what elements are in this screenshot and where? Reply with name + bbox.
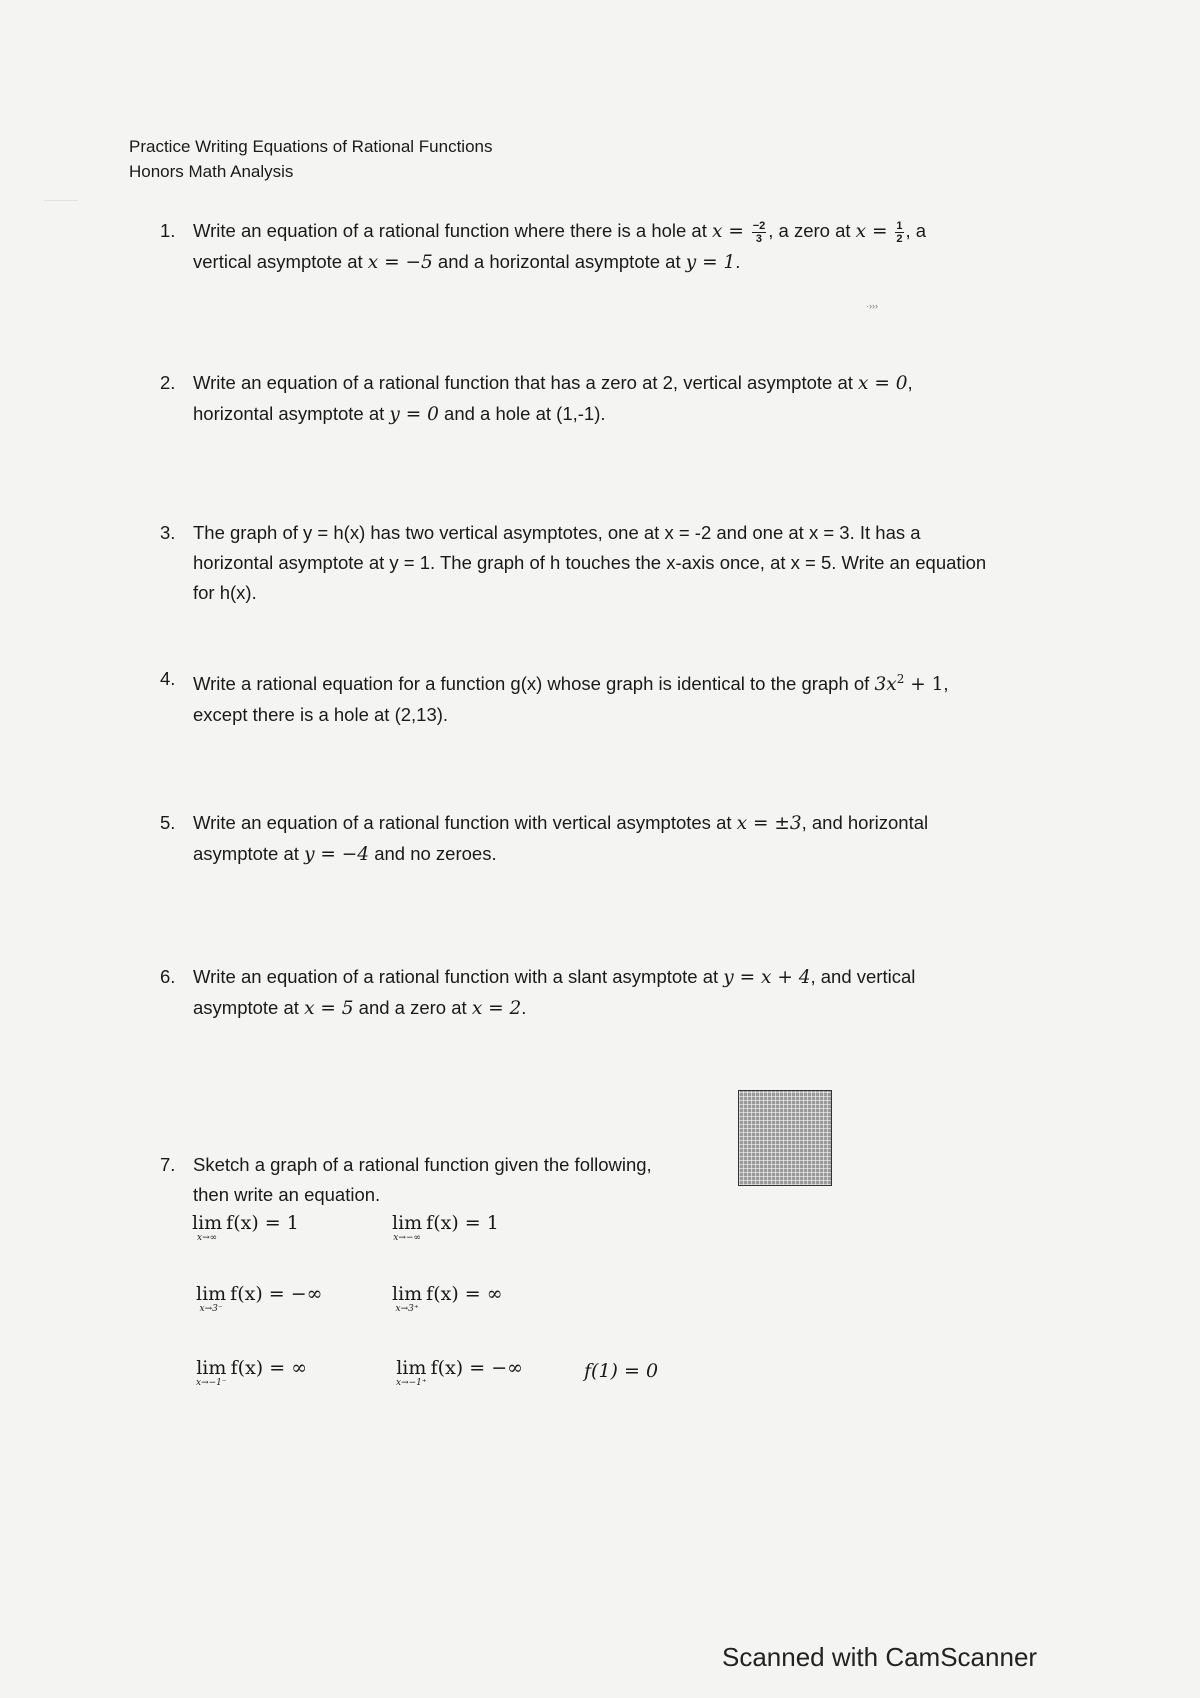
text-run: and a hole at (1,-1). (438, 403, 606, 424)
lim-subscript: x→3⁺ (395, 1304, 419, 1314)
text-run: and a zero at (353, 997, 472, 1018)
math-x: x = (712, 221, 750, 242)
question-number: 3. (160, 522, 176, 543)
limit-x-to-3-minus (196, 1284, 323, 1315)
question-number: 7. (160, 1154, 176, 1175)
math-x: x = (855, 221, 894, 242)
lim-word: lim (392, 1212, 423, 1234)
text-run: , (907, 372, 913, 393)
question-text (193, 1150, 753, 1210)
math-expr: x = 0 (858, 373, 908, 394)
text-line: for h(x). (193, 582, 257, 603)
question-number: 2. (160, 372, 176, 393)
text-run: . (735, 251, 741, 272)
math-expr: y = −4 (304, 844, 370, 865)
question-7 (160, 1150, 1080, 1210)
math-expr: x = ±3 (736, 813, 802, 834)
limit-x-to-inf (192, 1213, 299, 1244)
lim-word: lim (192, 1212, 223, 1234)
course-name: Honors Math Analysis (129, 162, 294, 181)
text-run: Write an equation of a rational function that has a zero at 2, vertical asymptote at (193, 372, 859, 393)
lim-word: lim (396, 1357, 427, 1379)
lim-subscript: x→−∞ (393, 1233, 421, 1243)
question-text (193, 962, 1073, 1024)
question-6 (160, 962, 1080, 1022)
text-line: except there is a hole at (2,13). (193, 704, 449, 726)
math-expr: x = 5 (304, 998, 354, 1019)
denominator: 2 (896, 232, 903, 245)
exponent: 2 (896, 672, 905, 686)
text-run: and no zeroes. (369, 843, 497, 864)
text-line: Sketch a graph of a rational function given the following, (193, 1154, 652, 1175)
math-expr: 3x (874, 674, 897, 696)
math-expr: y = x + 4 (723, 967, 811, 988)
math-expr: y = 1 (685, 252, 736, 273)
text-run: Write an equation of a rational function with a slant asymptote at (193, 966, 724, 987)
lim-subscript: x→3⁻ (199, 1304, 223, 1314)
question-2 (160, 368, 1080, 428)
text-run: , and vertical (810, 966, 916, 987)
math-expr: x = −5 (367, 252, 433, 273)
question-number: 5. (160, 812, 176, 833)
numerator: −2 (752, 219, 766, 232)
function-value: f(1) = 0 (584, 1360, 659, 1382)
question-text (193, 518, 1093, 608)
lim-word: lim (196, 1283, 227, 1305)
worksheet-title: Practice Writing Equations of Rational Functions (129, 137, 493, 156)
math-expr: x = 2 (471, 998, 522, 1019)
text-run: . (521, 997, 527, 1018)
text-run: , and horizontal (801, 812, 929, 833)
lim-word: lim (196, 1357, 227, 1379)
text-run: vertical asymptote at (193, 251, 368, 272)
scan-smudge: ·››› (866, 301, 878, 311)
lim-expression: f(x) = ∞ (426, 1283, 503, 1305)
lim-expression: f(x) = 1 (226, 1212, 299, 1234)
denominator: 3 (755, 232, 763, 245)
question-number: 1. (160, 220, 176, 241)
question-4 (160, 664, 1080, 724)
lim-expression: f(x) = −∞ (230, 1283, 323, 1305)
text-run: , a zero at (768, 220, 856, 241)
text-run: , (943, 673, 949, 695)
lim-subscript: x→∞ (197, 1233, 218, 1243)
limit-x-to-neg1-minus (196, 1358, 307, 1389)
text-run: horizontal asymptote at (193, 403, 390, 424)
text-run: asymptote at (193, 843, 305, 864)
question-number: 4. (160, 668, 176, 689)
text-line: The graph of y = h(x) has two vertical asymptotes, one at x = -2 and one at x = 3. It has a (193, 522, 921, 543)
question-text (193, 216, 1073, 278)
text-run: and a horizontal asymptote at (432, 251, 686, 272)
math-expr: + 1 (904, 674, 944, 696)
lim-subscript: x→−1⁺ (396, 1378, 427, 1388)
question-5 (160, 808, 1080, 868)
question-number: 6. (160, 966, 176, 987)
question-text (193, 808, 1073, 870)
question-3 (160, 518, 1080, 608)
worksheet-header (129, 134, 492, 184)
lim-expression: f(x) = 1 (426, 1212, 499, 1234)
limit-x-to-3-plus (392, 1284, 503, 1315)
text-run: Write an equation of a rational function where there is a hole at (193, 220, 713, 241)
text-line: horizontal asymptote at y = 1. The graph of h touches the x-axis once, at x = 5. Write an equation (193, 552, 987, 573)
limit-x-to-neg1-plus (396, 1358, 523, 1389)
text-run: asymptote at (193, 997, 305, 1018)
scan-artifact (44, 200, 78, 201)
scanner-watermark: Scanned with CamScanner (722, 1642, 1038, 1672)
lim-word: lim (392, 1283, 423, 1305)
math-expr: y = 0 (389, 404, 439, 425)
question-1 (160, 216, 1080, 286)
fraction-one-half (895, 220, 903, 245)
lim-subscript: x→−1⁻ (196, 1378, 227, 1388)
limit-x-to-neg-inf (392, 1213, 499, 1244)
text-line: then write an equation. (193, 1184, 381, 1205)
fraction-neg-two-thirds (752, 220, 767, 245)
question-text (193, 664, 1073, 730)
question-text (193, 368, 1073, 430)
text-run: , a (905, 220, 927, 241)
numerator: 1 (896, 219, 903, 232)
lim-expression: f(x) = −∞ (430, 1357, 523, 1379)
lim-expression: f(x) = ∞ (230, 1357, 308, 1379)
text-run: Write a rational equation for a function g(x) whose graph is identical to the graph of (193, 673, 875, 695)
text-run: Write an equation of a rational function with vertical asymptotes at (193, 812, 737, 833)
